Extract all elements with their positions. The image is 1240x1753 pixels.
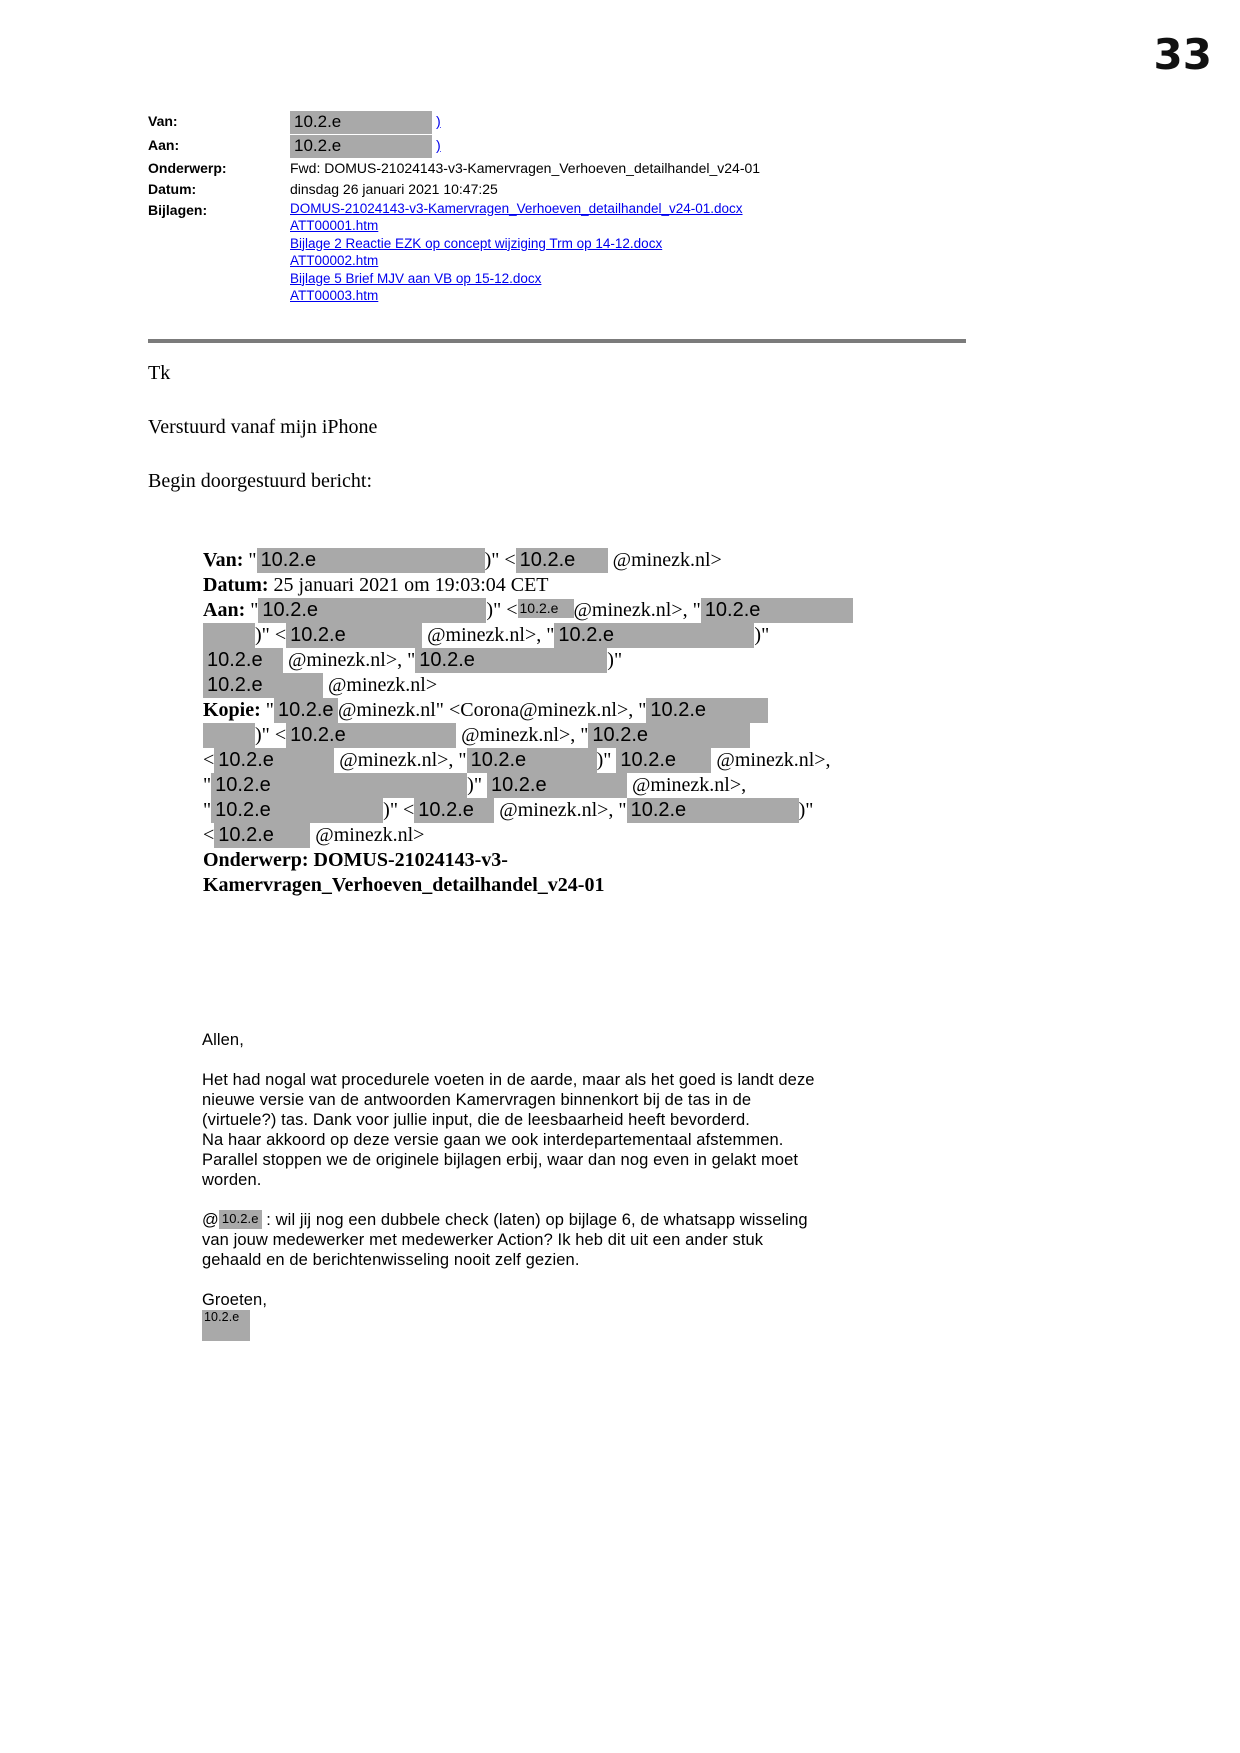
header-row-bijlagen <box>148 200 1008 305</box>
at-mention-prefix: @ <box>202 1211 219 1229</box>
header-text-fragment: " <box>248 549 257 571</box>
message-body <box>202 1030 922 1341</box>
redaction-box: 10.2.e <box>646 698 768 723</box>
header-text-fragment: @minezk.nl> <box>607 549 722 571</box>
header-text-fragment: )" <box>607 649 623 671</box>
attachment-link[interactable]: ATT00001.htm <box>290 218 379 234</box>
header-text-fragment: < <box>203 824 215 846</box>
body-paragraph-line: van jouw medewerker met medewerker Action? Ik heb dit uit een ander stuk <box>202 1231 764 1249</box>
sent-from-iphone: Verstuurd vanaf mijn iPhone <box>148 416 378 438</box>
fwd-aan-line <box>203 673 943 698</box>
redaction-box <box>203 723 255 748</box>
forwarded-header <box>203 548 943 898</box>
fwd-kopie-line <box>203 698 943 723</box>
redaction-box: 10.2.e <box>701 598 853 623</box>
fwd-onderwerp-line <box>203 873 943 898</box>
header-row-aan <box>148 134 1008 158</box>
redaction-box: 10.2.e <box>211 798 383 823</box>
fwd-aan-line <box>203 648 943 673</box>
header-text-fragment: @minezk.nl>, " <box>283 649 416 671</box>
redaction-box: 10.2.e <box>286 723 456 748</box>
attachment-link[interactable]: DOMUS-21024143-v3-Kamervragen_Verhoeven_detailhandel_v24-01.docx <box>290 200 743 216</box>
redaction-box: 10.2.e <box>487 773 627 798</box>
redaction-box: 10.2.e <box>518 599 574 618</box>
fwd-kopie-line <box>203 798 943 823</box>
header-text-fragment: " <box>250 599 259 621</box>
datum-label: Datum: <box>148 180 197 197</box>
fwd-kopie-line <box>203 823 943 848</box>
redaction-box: 10.2.e <box>516 548 608 573</box>
header-text-fragment: @minezk.nl> <box>323 674 438 696</box>
redaction-box: 10.2.e <box>290 135 432 158</box>
redaction-box: 10.2.e <box>203 673 323 698</box>
header-text-fragment: @minezk.nl>, " <box>494 799 627 821</box>
fwd-onderwerp-line <box>203 848 943 873</box>
signature-redaction <box>202 1310 922 1341</box>
header-divider <box>148 339 966 343</box>
redaction-box: 10.2.e <box>414 798 494 823</box>
header-row-onderwerp <box>148 158 1008 179</box>
redaction-box: 10.2.e <box>616 748 711 773</box>
field-label: Van: <box>203 549 249 571</box>
header-text-fragment: @minezk.nl>, " <box>456 724 589 746</box>
body-paragraph-line: worden. <box>202 1171 262 1189</box>
attachment-link[interactable]: Bijlage 5 Brief MJV aan VB op 15-12.docx <box>290 270 542 286</box>
bijlagen-label: Bijlagen: <box>148 201 208 218</box>
redaction-box: 10.2.e <box>214 748 334 773</box>
redaction-box: 10.2.e <box>257 548 485 573</box>
header-text-fragment: @minezk.nl>, <box>627 774 747 796</box>
fwd-van-line <box>203 548 943 573</box>
field-label: Kopie: <box>203 699 266 721</box>
fwd-kopie-line <box>203 748 943 773</box>
onderwerp-value: Fwd: DOMUS-21024143-v3-Kamervragen_Verhoeven_detailhandel_v24-01 <box>290 159 761 176</box>
header-text-fragment: 25 januari 2021 om 19:03:04 CET <box>273 574 549 596</box>
attachment-link[interactable]: ATT00003.htm <box>290 288 379 304</box>
header-text-fragment: @minezk.nl>, " <box>334 749 467 771</box>
fwd-kopie-line <box>203 773 943 798</box>
header-text-fragment: )" <box>754 624 770 646</box>
attachment-list <box>290 200 743 305</box>
aan-remnant-link[interactable]: ) <box>436 136 441 153</box>
redaction-box: 10.2.e <box>203 648 283 673</box>
aan-label: Aan: <box>148 136 180 153</box>
salutation: Allen, <box>202 1031 244 1049</box>
header-text-fragment: " <box>203 799 212 821</box>
header-text-fragment: DOMUS-21024143-v3- <box>313 849 508 871</box>
header-text-fragment: @minezk.nl>, <box>711 749 831 771</box>
attachment-link[interactable]: Bijlage 2 Reactie EZK op concept wijziging Trm op 14-12.docx <box>290 235 663 251</box>
redaction-box: 10.2.e <box>274 698 338 723</box>
header-text-fragment: )" < <box>486 599 518 621</box>
body-paragraph-line: gehaald en de berichtenwisseling nooit zelf gezien. <box>202 1251 580 1269</box>
redaction-box: 10.2.e <box>415 648 607 673</box>
fwd-aan-line <box>203 598 943 623</box>
field-label: Datum: <box>203 574 274 596</box>
body-paragraph-line: Parallel stoppen we de originele bijlagen erbij, waar dan nog even in gelakt moet <box>202 1151 799 1169</box>
redaction-box: 10.2.e <box>467 748 597 773</box>
van-remnant-link[interactable]: ) <box>436 113 441 129</box>
onderwerp-label: Onderwerp: <box>148 159 227 176</box>
header-text-fragment: )" <box>467 774 487 796</box>
body-paragraph-line: Het had nogal wat procedurele voeten in de aarde, maar als het goed is landt deze <box>202 1071 815 1089</box>
header-row-van <box>148 110 1008 134</box>
header-text-fragment: )" < <box>484 549 516 571</box>
redaction-box: 10.2.e <box>290 111 432 134</box>
header-text-fragment: )" <box>798 799 814 821</box>
field-label: Onderwerp: <box>203 849 314 871</box>
header-row-datum <box>148 179 1008 200</box>
header-text-fragment: @minezk.nl" <Corona@minezk.nl>, " <box>337 699 647 721</box>
page-number: 33 <box>1153 30 1212 79</box>
header-text-fragment: < <box>203 749 215 771</box>
body-paragraph-line: nieuwe versie van de antwoorden Kamervragen binnenkort bij de tas in de <box>202 1091 752 1109</box>
redaction-box: 10.2.e <box>214 823 310 848</box>
redaction-box: 10.2.e <box>554 623 754 648</box>
email-header <box>148 110 1008 305</box>
redaction-box: 10.2.e <box>588 723 750 748</box>
fwd-aan-line <box>203 623 943 648</box>
attachment-link[interactable]: ATT00002.htm <box>290 253 379 269</box>
header-text-fragment: )" < <box>255 724 287 746</box>
note-tk: Tk <box>148 362 171 384</box>
fwd-datum-line <box>203 573 943 598</box>
redaction-box: 10.2.e <box>286 623 422 648</box>
redaction-box: 10.2.e <box>258 598 486 623</box>
closing: Groeten, <box>202 1291 268 1309</box>
redaction-box <box>203 623 255 648</box>
body-paragraph-line: Na haar akkoord op deze versie gaan we ook interdepartementaal afstemmen. <box>202 1131 784 1149</box>
redaction-box: 10.2.e <box>202 1310 250 1341</box>
header-text-fragment: )" < <box>255 624 287 646</box>
body-paragraph-line <box>202 1210 922 1230</box>
header-text-fragment: Kamervragen_Verhoeven_detailhandel_v24-01 <box>203 874 605 896</box>
datum-value: dinsdag 26 januari 2021 10:47:25 <box>290 180 498 197</box>
redaction-box: 10.2.e <box>219 1210 262 1229</box>
message-notes <box>148 362 377 524</box>
body-text-fragment: : wil jij nog een dubbele check (laten) op bijlage 6, de whatsapp wisseling <box>261 1211 808 1229</box>
fwd-kopie-line <box>203 723 943 748</box>
body-paragraph-line: (virtuele?) tas. Dank voor jullie input, die de leesbaarheid heeft bevorderd. <box>202 1111 750 1129</box>
header-text-fragment: " <box>203 774 212 796</box>
redaction-box: 10.2.e <box>627 798 799 823</box>
header-text-fragment: @minezk.nl>, " <box>422 624 555 646</box>
header-text-fragment: @minezk.nl>, " <box>573 599 701 621</box>
redaction-box: 10.2.e <box>211 773 467 798</box>
header-text-fragment: @minezk.nl> <box>310 824 425 846</box>
field-label: Aan: <box>203 599 251 621</box>
header-text-fragment: " <box>265 699 274 721</box>
van-label: Van: <box>148 113 178 129</box>
begin-forwarded: Begin doorgestuurd bericht: <box>148 470 373 492</box>
header-text-fragment: )" < <box>383 799 415 821</box>
header-text-fragment: )" <box>596 749 617 771</box>
